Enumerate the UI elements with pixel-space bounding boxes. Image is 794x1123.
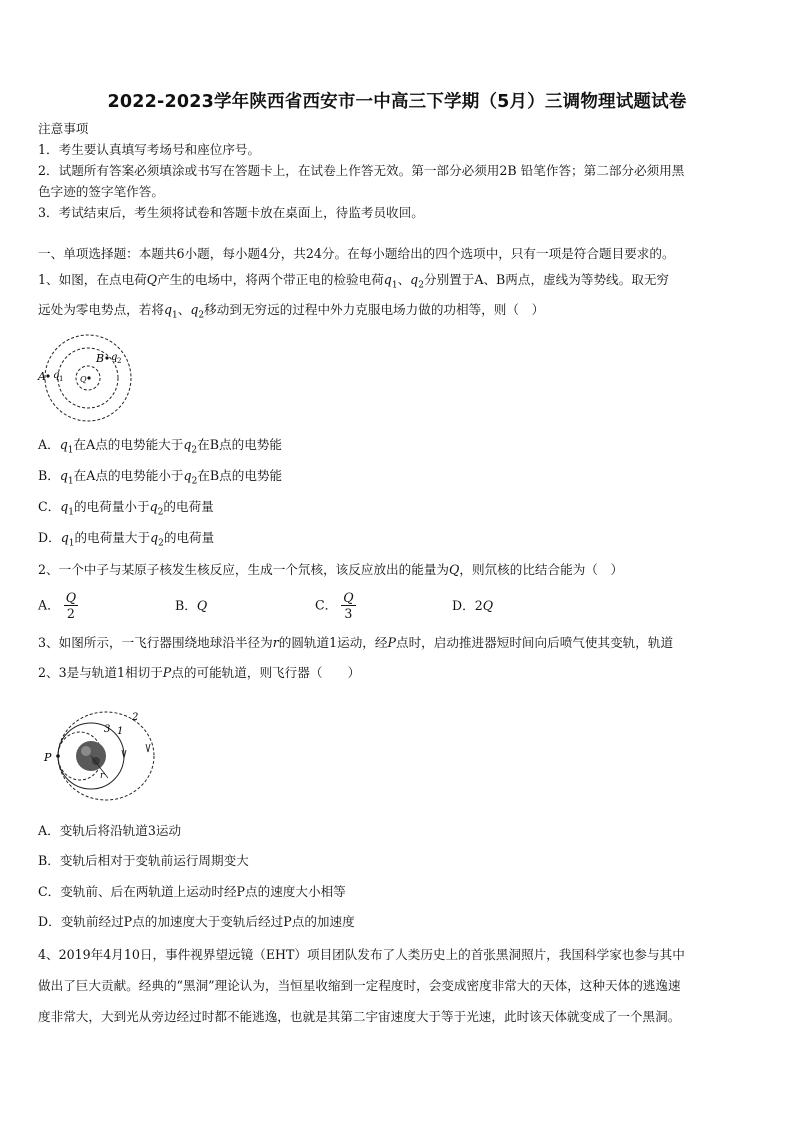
q1-option-c[interactable]: C．$q_1$的电荷量小于$q_2$的电荷量	[38, 499, 214, 518]
label-A: A	[38, 370, 46, 383]
q4-line3: 度非常大，大到光从旁边经过时都不能逃逸，也就是其第二宇宙速度大于等于光速，此时该天体就变成了一个黑洞。	[38, 1009, 681, 1024]
q4-line1: 4、2019年4月10日，事件视界望远镜（EHT）项目团队发布了人类历史上的首张黑洞照片，我国科学家也参与其中	[38, 947, 685, 962]
q1-option-b[interactable]: B．$q_1$在A点的电势能小于$q_2$在B点的电势能	[38, 468, 283, 487]
label-q2-sub: 2	[117, 357, 122, 365]
notice-item-1: 1．考生要认真填写考场号和座位序号。	[38, 142, 261, 157]
q3-option-c[interactable]: C．变轨前、后在两轨道上运动时经P点的速度大小相等	[38, 884, 346, 899]
page-title: 2022-2023学年陕西省西安市一中高三下学期（5月）三调物理试题试卷	[107, 92, 687, 112]
q2-stem: 2、一个中子与某原子核发生核反应，生成一个氘核，该反应放出的能量为Q，则氘核的比结合能为（ ）	[38, 562, 624, 577]
section-heading: 一、单项选择题：本题共6小题，每小题4分，共24分。在每小题给出的四个选项中，只有一项是符合题目要求的。	[38, 246, 675, 261]
q1-option-d[interactable]: D．$q_1$的电荷量大于$q_2$的电荷量	[38, 530, 215, 549]
q1-stem-line1: 1、如图，在点电荷Q产生的电场中，将两个带正电的检验电荷$q_1$、$q_2$分别置于A、B两点，虚线为等势线。取无穷	[38, 272, 670, 291]
q4-line2: 做出了巨大贡献。经典的“黑洞”理论认为，当恒星收缩到一定程度时，会变成密度非常大的天体，这种天体的逃逸速	[38, 978, 681, 993]
q2-option-a[interactable]: A． $\frac{Q}{2}$	[38, 590, 77, 621]
notice-item-3: 3．考试结束后，考生须将试卷和答题卡放在桌面上，待监考员收回。	[38, 205, 424, 220]
q1-equipotential-figure	[34, 332, 144, 424]
q3-stem-line1: 3、如图所示，一飞行器围绕地球沿半径为r的圆轨道1运动，经P点时，启动推进器短时间向后喷气使其变轨，轨道	[38, 635, 674, 650]
label-orbit-2: 2	[132, 712, 139, 723]
q2-option-c[interactable]: C． $\frac{Q}{3}$	[315, 590, 354, 621]
label-r: r	[100, 771, 105, 781]
label-P: P	[44, 751, 52, 764]
notice-item-2-cont: 色字迹的签字笔作答。	[38, 184, 164, 199]
q3-option-d[interactable]: D．变轨前经过P点的加速度大于变轨后经过P点的加速度	[38, 914, 355, 929]
q3-option-b[interactable]: B．变轨后相对于变轨前运行周期变大	[38, 853, 249, 868]
orbit-2-arrow	[146, 744, 150, 752]
q1-stem-line2: 远处为零电势点，若将$q_1$、$q_2$移动到无穷远的过程中外力克服电场力做的功相等，则（ ）	[38, 302, 545, 321]
q2-option-d[interactable]: D．2Q	[452, 598, 494, 613]
point-A	[46, 374, 49, 377]
point-B	[105, 356, 108, 359]
label-orbit-3: 3	[104, 724, 111, 735]
q3-orbit-figure	[38, 706, 158, 806]
label-q2: q	[111, 352, 118, 363]
notice-heading: 注意事项	[38, 121, 89, 136]
label-orbit-1: 1	[117, 726, 124, 737]
q2-option-c-fraction: $\frac{Q}{3}$	[343, 590, 354, 621]
charge-Q-point	[87, 376, 90, 379]
q2-option-a-fraction: $\frac{Q}{2}$	[65, 590, 77, 621]
q2-option-b[interactable]: B．Q	[175, 598, 208, 613]
label-Q: Q	[80, 375, 87, 384]
point-P	[56, 754, 60, 758]
label-B: B	[96, 352, 105, 365]
notice-item-2: 2．试题所有答案必须填涂或书写在答题卡上，在试卷上作答无效。第一部分必须用2B 铅笔作答；第二部分必须用黑	[38, 163, 685, 178]
q3-option-a[interactable]: A．变轨后将沿轨道3运动	[38, 823, 182, 838]
label-q1-sub: 1	[59, 375, 64, 383]
q1-option-a[interactable]: A．$q_1$在A点的电势能大于$q_2$在B点的电势能	[38, 437, 282, 456]
label-q1: q	[53, 370, 60, 381]
q3-stem-line2: 2、3是与轨道1相切于P点的可能轨道，则飞行器（ ）	[38, 665, 361, 680]
